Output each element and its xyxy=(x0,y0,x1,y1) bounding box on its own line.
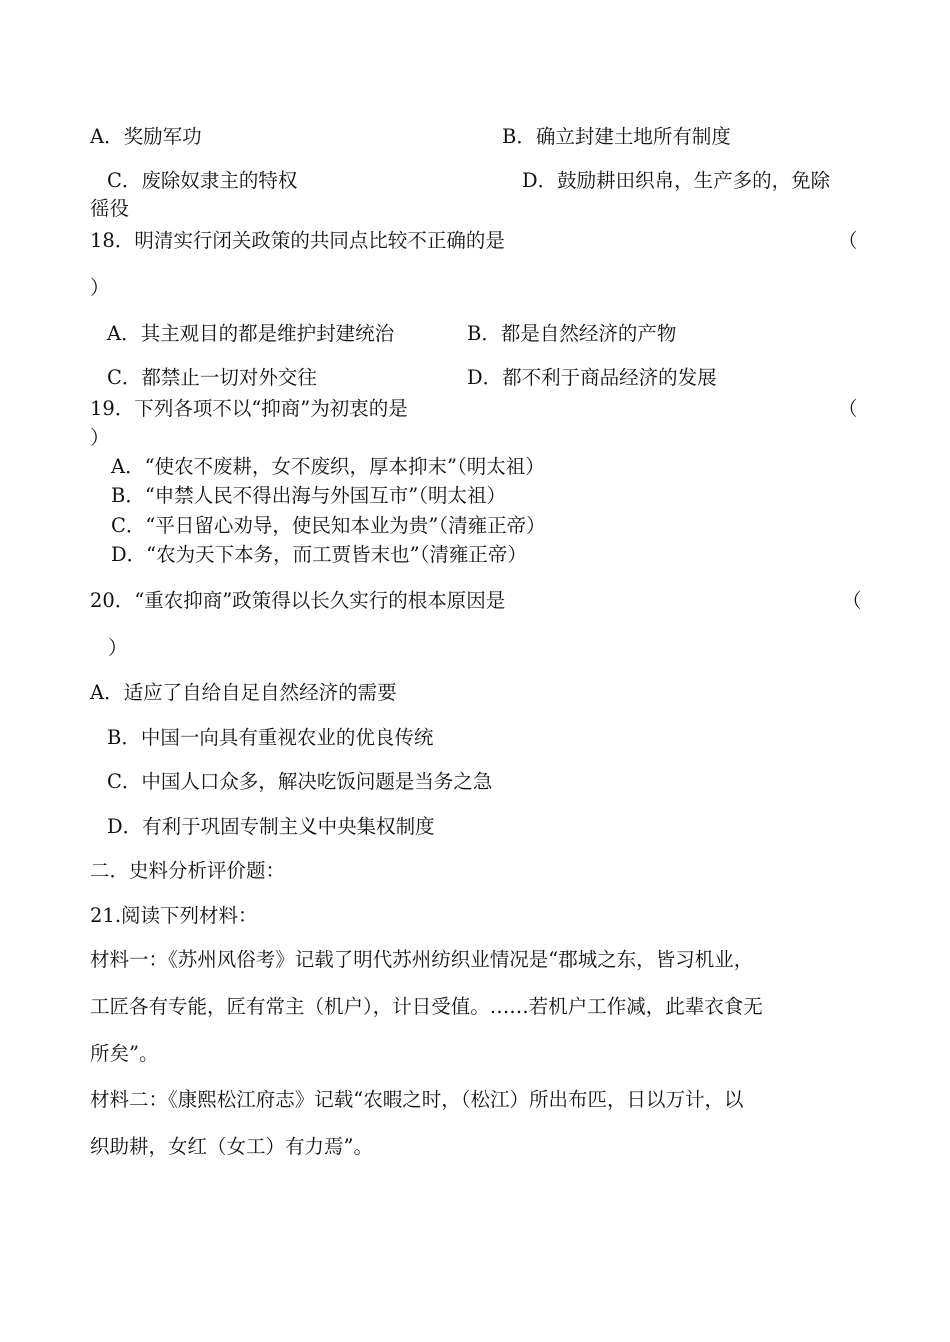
material-1-line-2: 工匠各有专能，匠有常主（机户），计日受值。……若机户工作减，此辈衣食无 xyxy=(90,995,763,1018)
q19-answer-paren-open: （ xyxy=(838,397,858,420)
material-2-line-1: 材料二：《康熙松江府志》记载“农暇之时，（松江）所出布匹，日以万计，以 xyxy=(90,1088,744,1111)
q19-option-a: A．“使农不废耕，女不废织，厚本抑末”（明太祖） xyxy=(111,455,545,478)
q18-option-b: B．都是自然经济的产物 xyxy=(467,322,677,345)
q18-option-a: A．其主观目的都是维护封建统治 xyxy=(107,322,395,345)
material-1-line-1: 材料一：《苏州风俗考》记载了明代苏州纺织业情况是“郡城之东，皆习机业， xyxy=(90,948,754,971)
q18-stem: 18．明清实行闭关政策的共同点比较不正确的是 xyxy=(90,229,505,252)
q20-option-c: C．中国人口众多，解决吃饭问题是当务之急 xyxy=(107,770,493,793)
q20-answer-paren-open: （ xyxy=(842,589,862,612)
q19-option-c: C．“平日留心劝导，使民知本业为贵”（清雍正帝） xyxy=(111,514,546,537)
q19-option-b: B．“申禁人民不得出海与外国互市”（明太祖） xyxy=(111,484,507,507)
q20-option-a: A．适应了自给自足自然经济的需要 xyxy=(90,681,397,704)
q19-option-d: D．“农为天下本务，而工贾皆末也”（清雍正帝） xyxy=(111,543,527,566)
q18-answer-paren-close: ） xyxy=(90,276,110,299)
q18-answer-paren-open: （ xyxy=(838,229,858,252)
q20-option-d: D．有利于巩固专制主义中央集权制度 xyxy=(107,815,435,838)
q18-option-d: D．都不利于商品经济的发展 xyxy=(467,366,717,389)
q17-option-b: B．确立封建土地所有制度 xyxy=(502,125,731,148)
q17-option-a: A．奖励军功 xyxy=(90,125,202,148)
material-2-line-2: 织助耕，女红（女工）有力焉”。 xyxy=(90,1135,373,1158)
q20-answer-paren-close: ） xyxy=(108,636,128,659)
q20-stem: 20．“重农抑商”政策得以长久实行的根本原因是 xyxy=(90,589,506,612)
q19-stem: 19．下列各项不以“抑商”为初衷的是 xyxy=(90,397,408,420)
q19-answer-paren-close: ） xyxy=(90,426,110,449)
q17-option-c: C．废除奴隶主的特权 xyxy=(107,169,298,192)
q18-option-c: C．都禁止一切对外交往 xyxy=(107,366,317,389)
q20-option-b: B．中国一向具有重视农业的优良传统 xyxy=(107,726,434,749)
section-2-heading: 二．史料分析评价题： xyxy=(90,859,286,882)
q21-stem: 21.阅读下列材料： xyxy=(90,904,258,927)
q17-option-d: D．鼓励耕田织帛，生产多的，免除 xyxy=(522,169,831,192)
q17-option-d-continued: 徭役 xyxy=(90,197,130,220)
material-1-line-3: 所矣”。 xyxy=(90,1042,159,1065)
